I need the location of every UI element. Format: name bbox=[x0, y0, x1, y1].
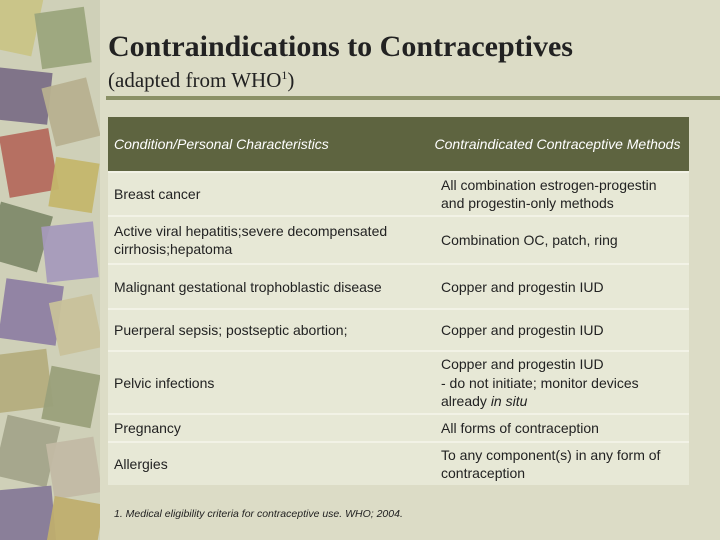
subtitle-text: (adapted from WHO bbox=[108, 68, 282, 92]
slide-title: Contraindications to Contraceptives bbox=[108, 30, 573, 63]
table-row bbox=[108, 172, 689, 216]
condition-cell: Malignant gestational trophoblastic disease bbox=[108, 264, 426, 309]
methods-cell: All combination estrogen-progestin and progestin-only methods bbox=[426, 172, 689, 216]
in-situ-text: in situ bbox=[490, 392, 528, 409]
table-row bbox=[108, 309, 689, 351]
subtitle-superscript: 1 bbox=[281, 68, 288, 82]
condition-cell: Allergies bbox=[108, 442, 426, 485]
condition-cell: Pregnancy bbox=[108, 414, 426, 442]
header-methods: Contraindicated Contraceptive Methods bbox=[426, 117, 689, 172]
subtitle-close: ) bbox=[287, 68, 295, 92]
methods-cell: Combination OC, patch, ring bbox=[426, 216, 689, 264]
table-row bbox=[108, 414, 689, 442]
pelvic-methods-line1: Copper and progestin IUD bbox=[441, 356, 604, 373]
decorative-tile bbox=[46, 437, 100, 500]
table-row bbox=[108, 264, 689, 309]
condition-cell: Active viral hepatitis;severe decompensated cirrhosis;hepatoma bbox=[108, 216, 426, 264]
table-header-row bbox=[108, 117, 689, 172]
methods-cell bbox=[426, 351, 689, 414]
contraindications-table bbox=[108, 117, 689, 485]
title-rule bbox=[106, 96, 720, 100]
pelvic-methods-line2: - do not initiate; monitor devices bbox=[441, 374, 639, 391]
decorative-tile bbox=[41, 77, 100, 146]
decorative-tile-strip bbox=[0, 0, 100, 540]
methods-cell: To any component(s) in any form of contraception bbox=[426, 442, 689, 485]
condition-cell: Puerperal sepsis; postseptic abortion; bbox=[108, 309, 426, 351]
condition-cell: Pelvic infections bbox=[108, 351, 426, 414]
decorative-tile bbox=[46, 496, 100, 540]
title-area bbox=[108, 30, 720, 93]
decorative-tile bbox=[0, 128, 59, 198]
condition-cell: Breast cancer bbox=[108, 172, 426, 216]
decorative-tile bbox=[49, 294, 100, 356]
footnote: 1. Medical eligibility criteria for contraceptive use. WHO; 2004. bbox=[114, 508, 403, 520]
header-condition: Condition/Personal Characteristics bbox=[108, 117, 426, 172]
methods-cell: All forms of contraception bbox=[426, 414, 689, 442]
decorative-tile bbox=[41, 221, 99, 282]
decorative-tile bbox=[41, 366, 100, 429]
methods-cell: Copper and progestin IUD bbox=[426, 309, 689, 351]
methods-cell: Copper and progestin IUD bbox=[426, 264, 689, 309]
table-row bbox=[108, 442, 689, 485]
contraindications-table-wrap bbox=[108, 117, 689, 485]
decorative-tile bbox=[34, 7, 91, 69]
slide-subtitle bbox=[108, 68, 720, 93]
table-row bbox=[108, 351, 689, 414]
table-row bbox=[108, 216, 689, 264]
pelvic-methods-line3: already bbox=[441, 392, 491, 409]
decorative-tile bbox=[48, 157, 99, 213]
